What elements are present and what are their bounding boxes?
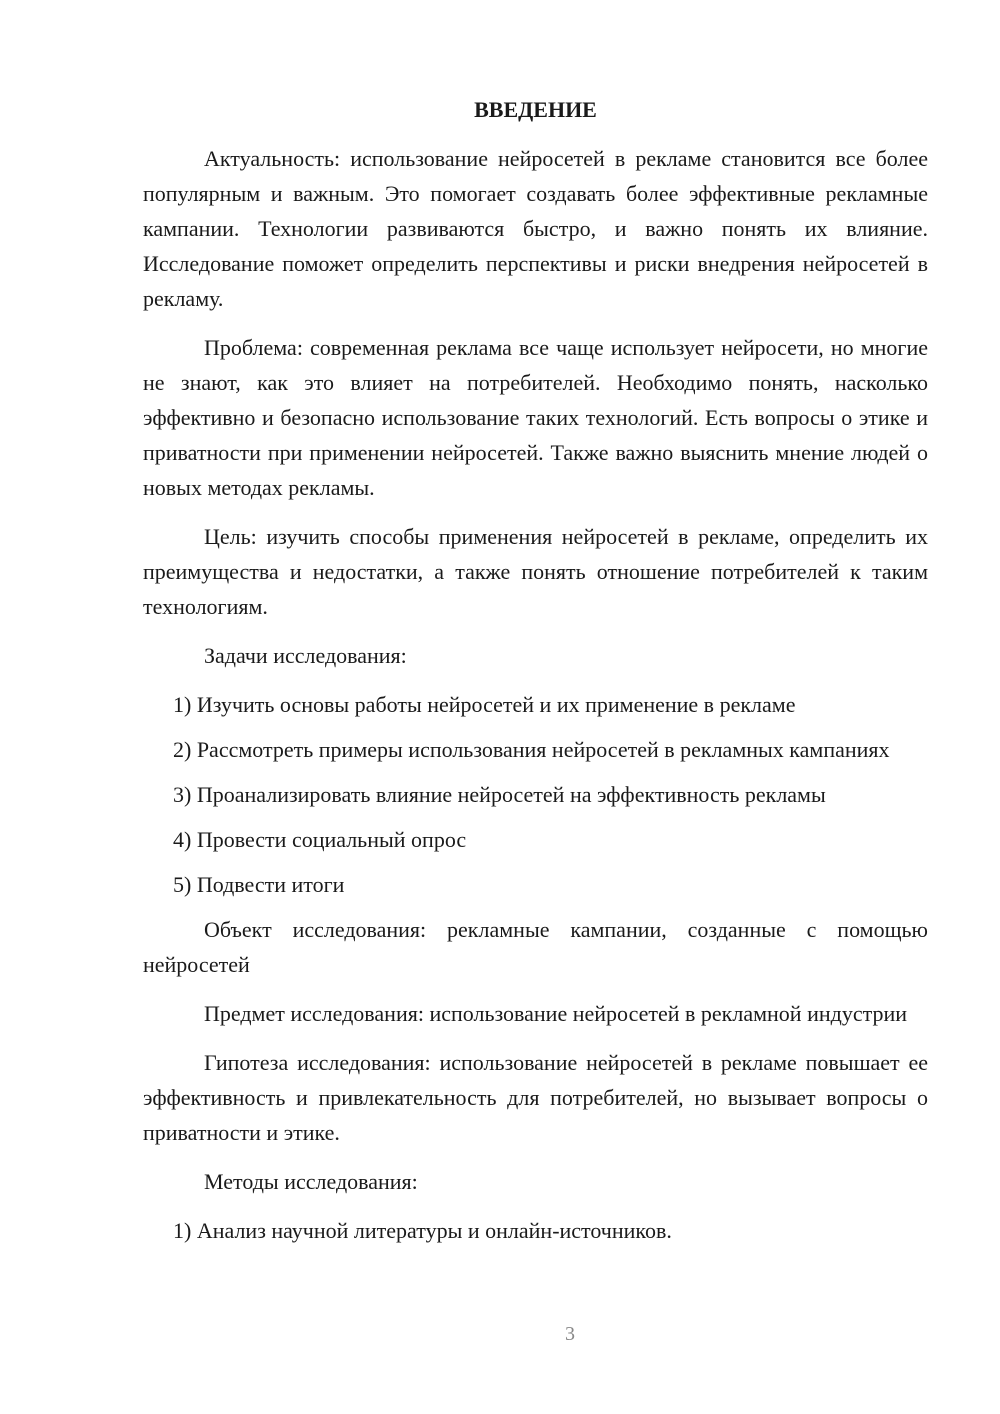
task-item-2: 2) Рассмотреть примеры использования нейросетей в рекламных кампаниях <box>173 737 890 762</box>
paragraph-problem: Проблема: современная реклама все чаще использует нейросети, но многие не знают, как это влияет на потребителей. Необходимо понять, насколько эффективно и безопасно использование таких технологий. Есть вопросы о этике и приватности при применении нейросетей. Также важно выяснить мнение людей о новых методах рекламы. <box>143 335 928 500</box>
page-content <box>143 92 928 1258</box>
methods-heading: Методы исследования: <box>204 1169 418 1194</box>
method-item-1: 1) Анализ научной литературы и онлайн-источников. <box>173 1218 672 1243</box>
paragraph-subject: Предмет исследования: использование нейросетей в рекламной индустрии <box>204 1001 908 1026</box>
paragraph-object: Объект исследования: рекламные кампании, созданные с помощью нейросетей <box>143 917 928 977</box>
page-number: 3 <box>565 1323 575 1345</box>
task-item-3: 3) Проанализировать влияние нейросетей на эффективность рекламы <box>173 782 826 807</box>
task-item-4: 4) Провести социальный опрос <box>173 827 467 852</box>
paragraph-goal: Цель: изучить способы применения нейросетей в рекламе, определить их преимущества и недостатки, а также понять отношение потребителей к таким технологиям. <box>143 524 928 619</box>
paragraph-relevance: Актуальность: использование нейросетей в рекламе становится все более популярным и важным. Это помогает создавать более эффективные рекламные кампании. Технологии развиваются быстро, и важно понять их влияние. Исследование поможет определить перспективы и риски внедрения нейросетей в рекламу. <box>143 146 928 311</box>
paragraph-hypothesis: Гипотеза исследования: использование нейросетей в рекламе повышает ее эффективность и привлекательность для потребителей, но вызывает вопросы о приватности и этике. <box>143 1050 928 1145</box>
task-item-5: 5) Подвести итоги <box>173 872 345 897</box>
task-item-1: 1) Изучить основы работы нейросетей и их применение в рекламе <box>173 692 796 717</box>
tasks-heading: Задачи исследования: <box>204 643 407 668</box>
section-title: ВВЕДЕНИЕ <box>474 97 597 122</box>
